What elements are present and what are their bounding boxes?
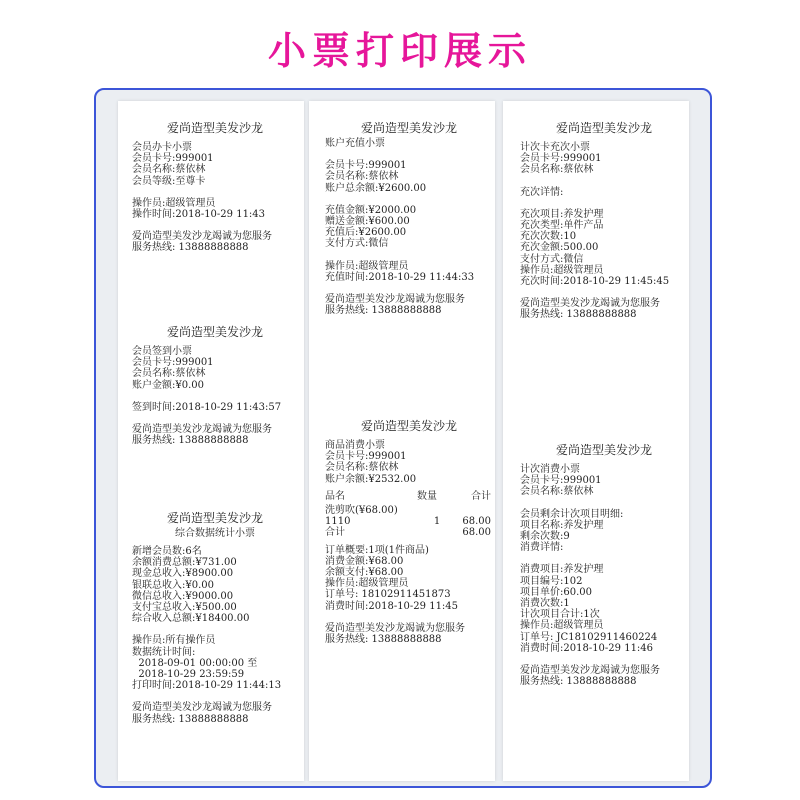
receipt-line: 项目编号:102 xyxy=(520,575,583,587)
receipt-line: 2018-10-29 23:59:59 xyxy=(132,669,245,681)
receipt-line: 充次类型:单件产品 xyxy=(520,220,604,232)
receipt-footer: 爱尚造型美发沙龙竭诚为您服务 xyxy=(325,622,465,634)
receipt-hotline: 服务热线: 13888888888 xyxy=(325,305,442,317)
receipt-line: 消费时间:2018-10-29 11:45 xyxy=(325,600,459,612)
receipt-line: 会员名称:蔡依林 xyxy=(520,164,594,176)
receipt-line: 账户余额:¥2532.00 xyxy=(325,473,417,485)
receipt-footer: 爱尚造型美发沙龙竭诚为您服务 xyxy=(132,231,272,243)
receipt-line: 2018-09-01 00:00:00 至 xyxy=(132,657,258,669)
receipt-hotline: 服务热线: 13888888888 xyxy=(132,435,249,447)
receipt-line: 项目单价:60.00 xyxy=(520,586,592,598)
receipt-line: 综合收入总额:¥18400.00 xyxy=(132,613,250,625)
receipt-line: 计次项目合计:1次 xyxy=(520,609,600,621)
column-header-total: 合计 xyxy=(471,490,491,502)
receipt-line: 操作员:超级管理员 xyxy=(132,197,216,209)
receipt-line: 余额消费总额:¥731.00 xyxy=(132,557,237,569)
shop-name: 爱尚造型美发沙龙 xyxy=(360,419,457,433)
receipt-line: 计次卡充次小票 xyxy=(520,142,590,153)
count-recharge-receipt xyxy=(520,120,688,321)
receipt-footer: 爱尚造型美发沙龙竭诚为您服务 xyxy=(325,294,465,306)
receipt-line: 账户总余额:¥2600.00 xyxy=(325,182,427,194)
total-qty xyxy=(417,527,457,538)
receipt-line: 签到时间:2018-10-29 11:43:57 xyxy=(132,401,282,413)
receipt-line: 消费详情: xyxy=(520,542,564,554)
receipt-line: 会员名称:蔡依林 xyxy=(132,368,206,380)
receipt-line: 订单概要:1项(1件商品) xyxy=(325,544,429,556)
receipt-line: 充次详情: xyxy=(520,186,564,198)
page-title: 小票打印展示 xyxy=(267,29,532,73)
receipt-line: 充次项目:养发护理 xyxy=(520,208,604,220)
receipt-line: 充次时间:2018-10-29 11:45:45 xyxy=(520,276,670,288)
shop-name: 爱尚造型美发沙龙 xyxy=(166,325,263,339)
receipt-line: 数据统计时间: xyxy=(132,646,196,658)
column-header-qty: 数量 xyxy=(417,490,437,502)
receipt-line: 操作员:所有操作员 xyxy=(132,635,216,647)
receipt-line: 赠送金额:¥600.00 xyxy=(325,216,410,228)
receipt-line: 充次金额:500.00 xyxy=(520,242,599,254)
shop-name: 爱尚造型美发沙龙 xyxy=(360,121,457,135)
table-row xyxy=(325,527,491,538)
receipt-footer: 爱尚造型美发沙龙竭诚为您服务 xyxy=(132,702,272,714)
receipt-line: 消费金额:¥68.00 xyxy=(325,555,404,567)
receipt-line: 微信总收入:¥9000.00 xyxy=(132,590,234,602)
table-row xyxy=(325,516,491,527)
shop-name: 爱尚造型美发沙龙 xyxy=(555,443,652,457)
receipt-footer: 爱尚造型美发沙龙竭诚为您服务 xyxy=(520,298,660,310)
receipt-hotline: 服务热线: 13888888888 xyxy=(520,676,637,688)
receipt-line: 账户充值小票 xyxy=(325,138,385,149)
card-issue-receipt xyxy=(132,120,298,254)
receipt-line: 会员卡号:999001 xyxy=(132,357,214,369)
shop-name: 爱尚造型美发沙龙 xyxy=(166,121,263,135)
table-row xyxy=(325,505,491,516)
receipt-line: 会员名称:蔡依林 xyxy=(132,164,206,176)
shop-name: 爱尚造型美发沙龙 xyxy=(555,121,652,135)
receipt-line: 会员名称:蔡依林 xyxy=(325,462,399,474)
product-table xyxy=(325,491,491,539)
summary-receipt xyxy=(132,510,298,725)
shop-name: 爱尚造型美发沙龙 xyxy=(166,511,263,525)
receipt-line: 会员卡号:999001 xyxy=(325,451,407,463)
receipt-line: 会员等级:至尊卡 xyxy=(132,175,206,187)
receipt-line: 操作员:超级管理员 xyxy=(325,260,409,272)
receipt-line: 充值时间:2018-10-29 11:44:33 xyxy=(325,271,475,283)
item-code: 1110 xyxy=(325,516,351,528)
product-table-header xyxy=(325,491,491,505)
receipt-line: 订单号: 18102911451873 xyxy=(325,589,451,601)
receipt-line: 会员卡号:999001 xyxy=(520,475,602,487)
receipt-line: 新增会员数:6名 xyxy=(132,546,202,557)
receipt-line: 支付宝总收入:¥500.00 xyxy=(132,602,237,614)
receipt-line: 现金总收入:¥8900.00 xyxy=(132,568,234,580)
receipt-hotline: 服务热线: 13888888888 xyxy=(520,309,637,321)
receipt-footer: 爱尚造型美发沙龙竭诚为您服务 xyxy=(132,424,272,436)
receipt-line: 会员签到小票 xyxy=(132,346,192,357)
sign-in-receipt xyxy=(132,324,298,446)
receipt-line: 剩余次数:9 xyxy=(520,531,570,543)
receipt-line: 会员名称:蔡依林 xyxy=(520,486,594,498)
receipt-line: 操作员:超级管理员 xyxy=(325,578,409,590)
receipt-line: 会员办卡小票 xyxy=(132,142,192,153)
receipt-line: 会员卡号:999001 xyxy=(325,160,407,172)
recharge-receipt xyxy=(325,120,493,316)
receipt-line: 消费时间:2018-10-29 11:46 xyxy=(520,642,654,654)
receipt-line: 操作员:超级管理员 xyxy=(520,620,604,632)
receipt-line: 打印时间:2018-10-29 11:44:13 xyxy=(132,680,282,692)
summary-subtitle: 综合数据统计小票 xyxy=(175,528,255,539)
receipt-line: 支付方式:微信 xyxy=(325,238,389,250)
receipt-line: 会员卡号:999001 xyxy=(132,153,214,165)
receipt-line: 订单号: JC18102911460224 xyxy=(520,631,658,643)
product-sale-receipt xyxy=(325,418,493,645)
receipt-line: 会员名称:蔡依林 xyxy=(325,171,399,183)
item-qty: 1 xyxy=(433,516,441,528)
receipt-line: 消费次数:1 xyxy=(520,598,570,610)
receipt-line: 操作时间:2018-10-29 11:43 xyxy=(132,209,266,221)
receipt-line: 商品消费小票 xyxy=(325,440,385,451)
receipt-line: 充值金额:¥2000.00 xyxy=(325,204,417,216)
total-value: 68.00 xyxy=(462,527,491,539)
receipt-line: 会员剩余计次项目明细: xyxy=(520,508,624,520)
receipt-line: 操作员:超级管理员 xyxy=(520,264,604,276)
receipt-line: 余额支付:¥68.00 xyxy=(325,567,404,579)
receipt-line: 计次消费小票 xyxy=(520,464,580,475)
receipt-line: 银联总收入:¥0.00 xyxy=(132,579,214,591)
receipt-hotline: 服务热线: 13888888888 xyxy=(132,713,249,725)
receipt-footer: 爱尚造型美发沙龙竭诚为您服务 xyxy=(520,665,660,677)
item-total: 68.00 xyxy=(462,516,491,528)
column-header-name: 品名 xyxy=(325,490,345,502)
receipt-hotline: 服务热线: 13888888888 xyxy=(325,634,442,646)
receipt-line: 充次次数:10 xyxy=(520,231,577,243)
receipt-line: 支付方式:微信 xyxy=(520,253,584,265)
receipt-line: 消费项目:养发护理 xyxy=(520,564,604,576)
receipt-line: 会员卡号:999001 xyxy=(520,153,602,165)
receipt-line: 项目名称:养发护理 xyxy=(520,519,604,531)
receipt-line: 充值后:¥2600.00 xyxy=(325,227,407,239)
item-name: 洗剪吹(¥68.00) xyxy=(325,505,398,517)
receipt-line: 账户金额:¥0.00 xyxy=(132,379,204,391)
total-label: 合计 xyxy=(325,527,345,539)
count-consume-receipt xyxy=(520,442,688,687)
receipt-hotline: 服务热线: 13888888888 xyxy=(132,242,249,254)
